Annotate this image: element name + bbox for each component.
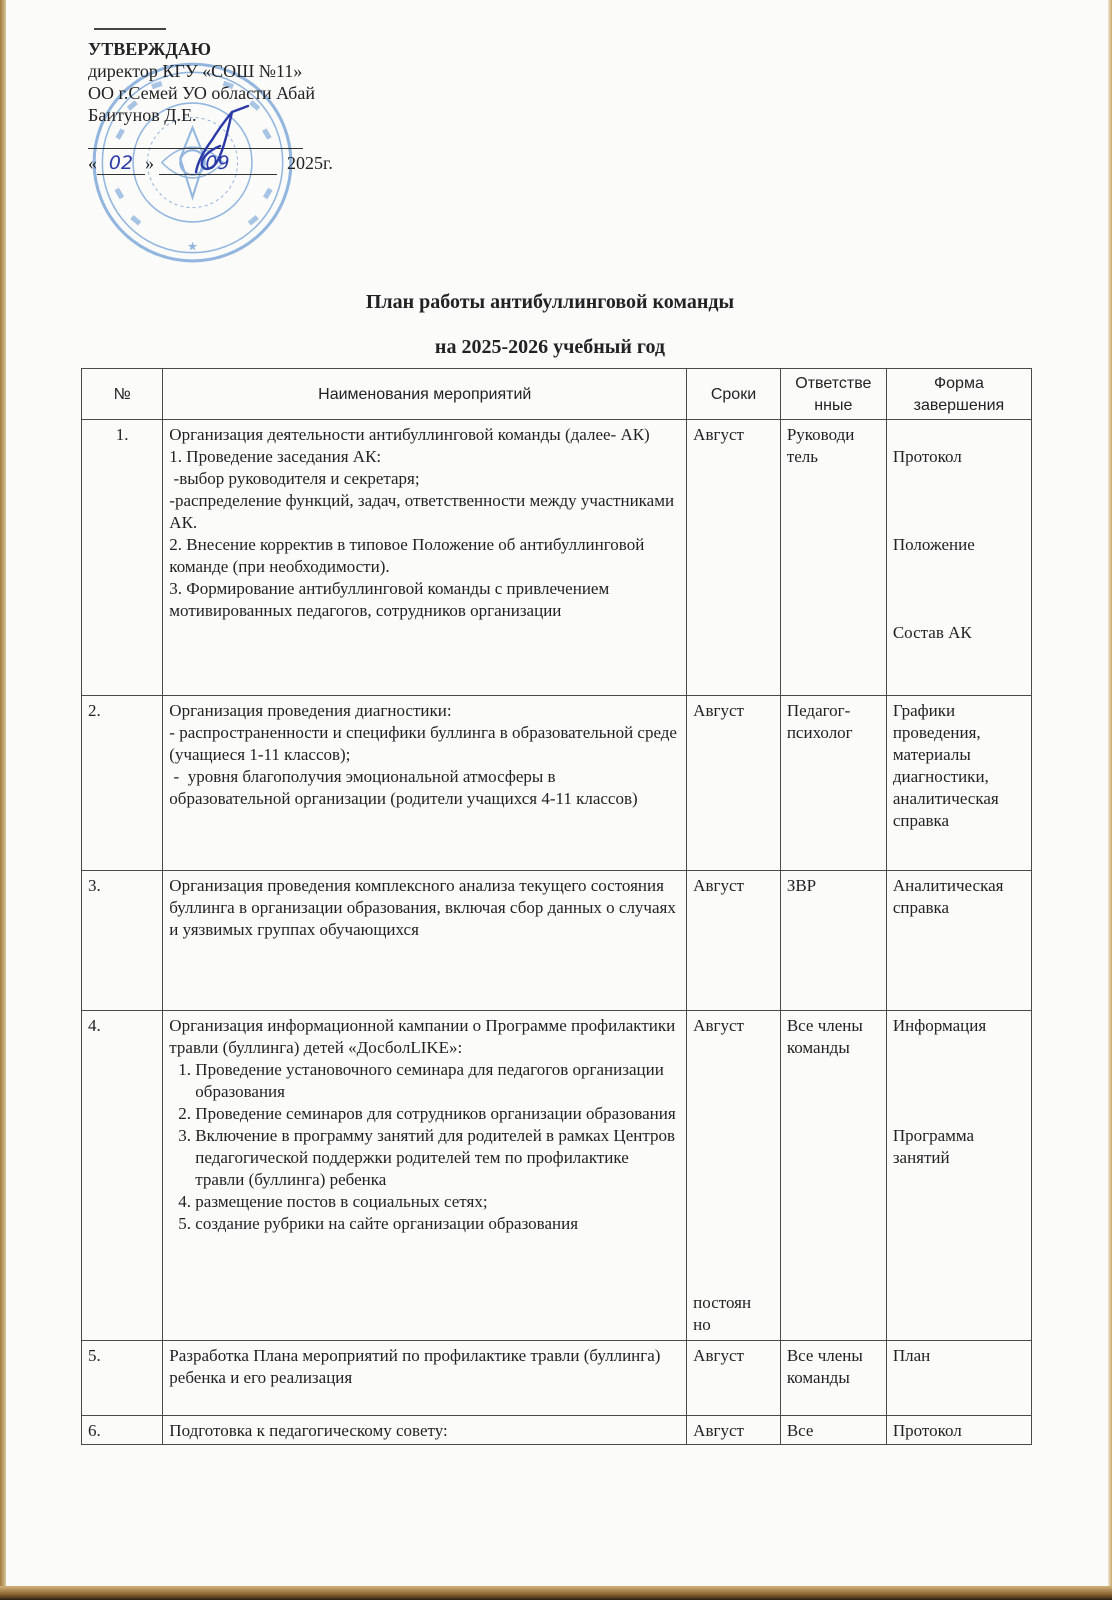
header-activity-name: Наименования мероприятий: [163, 369, 687, 420]
table-row: [82, 1341, 1032, 1416]
row-number: 1.: [82, 420, 163, 696]
header-term: Сроки: [687, 369, 781, 420]
photo-frame-right-edge: [1108, 0, 1112, 1600]
row-completion-form: План: [886, 1341, 1031, 1416]
row-number: 4.: [82, 1011, 163, 1341]
activity-line: Организация информационной кампании о Программе профилактики травли (буллинга) детей «ДосболLIKE»:: [169, 1016, 676, 1057]
row-activity: Подготовка к педагогическому совету:: [163, 1416, 687, 1445]
activity-line: Организация проведения диагностики:: [169, 701, 452, 720]
list-item: 4. размещение постов в социальных сетях;: [195, 1191, 680, 1213]
row-term: Август: [687, 1416, 781, 1445]
table-row: [82, 1011, 1032, 1341]
form-item: Положение: [892, 535, 975, 554]
approval-organization: ОО г.Семей УО области Абай: [88, 83, 315, 103]
row-activity: [163, 1011, 687, 1341]
row-term: Август: [687, 1341, 781, 1416]
activity-list: [169, 1059, 680, 1235]
document-subtitle: на 2025-2026 учебный год: [434, 336, 666, 358]
list-item: 2. Проведение семинаров для сотрудников организации образования: [195, 1103, 680, 1125]
activity-line: 1. Проведение заседания АК:: [169, 447, 382, 466]
table-row: [82, 696, 1032, 871]
form-item: Информация: [892, 1016, 987, 1035]
row-activity: Организация проведения комплексного анализа текущего состояния буллинга в организации образования, включая сбор данных о случаях и уязвимых группах обучающихся: [163, 871, 687, 1011]
header-responsible: Ответстве нные: [780, 369, 886, 420]
row-completion-form: [886, 420, 1031, 696]
activity-line: - распространенности и специфики буллинга в образовательной среде (учащиеся 1-11 классов);: [169, 723, 677, 764]
row-number: 3.: [82, 871, 163, 1011]
row-term: [687, 1011, 781, 1341]
header-number: №: [82, 369, 163, 420]
date-close-quote: »: [145, 153, 154, 173]
activity-line: - уровня благополучия эмоциональной атмосферы в образовательной организации (родители учащихся 4-11 классов): [169, 767, 638, 808]
list-item: 3. Включение в программу занятий для родителей в рамках Центров педагогической поддержки родителей тем по профилактике травли (буллинга) ребенка: [195, 1125, 680, 1191]
row-number: 5.: [82, 1341, 163, 1416]
row-completion-form: Протокол: [886, 1416, 1031, 1445]
header-completion-form: Форма завершения: [886, 369, 1031, 420]
row-responsible: Все члены команды: [780, 1011, 886, 1341]
approval-position: директор КГУ «СОШ №11»: [88, 61, 303, 81]
row-activity: [163, 696, 687, 871]
svg-text:★: ★: [186, 239, 199, 254]
row-number: 6.: [82, 1416, 163, 1445]
form-item: Протокол: [892, 447, 962, 466]
date-open-quote: «: [88, 153, 97, 173]
term-value: Август: [693, 1016, 744, 1035]
term-value-ongoing: постоян но: [693, 1293, 752, 1334]
plan-table: [81, 368, 1032, 1445]
row-responsible: Руководи тель: [780, 420, 886, 696]
row-completion-form: Графики проведения, материалы диагностики, аналитическая справка: [886, 696, 1031, 871]
approval-date-month: 09: [159, 152, 277, 175]
row-term: Август: [687, 420, 781, 696]
activity-line: 2. Внесение корректив в типовое Положение об антибуллинговой команде (при необходимости).: [169, 535, 645, 576]
row-term: Август: [687, 871, 781, 1011]
row-responsible: Все: [780, 1416, 886, 1445]
row-activity: [163, 420, 687, 696]
approval-heading: УТВЕРЖДАЮ: [88, 39, 212, 59]
table-row: [82, 420, 1032, 696]
list-item: 5. создание рубрики на сайте организации образования: [195, 1213, 680, 1235]
approval-top-rule: [94, 28, 166, 30]
row-completion-form: [886, 1011, 1031, 1341]
approval-date-year: 2025г.: [287, 153, 333, 173]
row-responsible: ЗВР: [780, 871, 886, 1011]
activity-line: -распределение функций, задач, ответственности между участниками АК.: [169, 491, 675, 532]
table-row: [82, 871, 1032, 1011]
activity-line: Организация деятельности антибуллинговой команды (далее- АК): [169, 425, 650, 444]
row-term: Август: [687, 696, 781, 871]
activity-line: -выбор руководителя и секретаря;: [169, 469, 420, 488]
director-signature-icon: [188, 100, 258, 180]
row-activity: Разработка Плана мероприятий по профилактике травли (буллинга) ребенка и его реализация: [163, 1341, 687, 1416]
form-item: Программа занятий: [892, 1126, 975, 1167]
activity-line: 3. Формирование антибуллинговой команды с привлечением мотивированных педагогов, сотрудников организации: [169, 579, 610, 620]
table-header-row: [82, 369, 1032, 420]
table-row: [82, 1416, 1032, 1445]
document-title: План работы антибуллинговой команды: [365, 291, 735, 313]
list-item: 1. Проведение установочного семинара для педагогов организации образования: [195, 1059, 680, 1103]
form-item: Состав АК: [892, 623, 972, 642]
row-completion-form: Аналитическая справка: [886, 871, 1031, 1011]
approval-date-day: 02: [97, 152, 145, 175]
photo-frame-bottom-edge: [0, 1586, 1112, 1600]
row-responsible: Все члены команды: [780, 1341, 886, 1416]
approval-signatory: Баитунов Д.Е.: [88, 105, 197, 125]
row-responsible: Педагог-психолог: [780, 696, 886, 871]
photo-frame-left-edge: [0, 0, 6, 1600]
row-number: 2.: [82, 696, 163, 871]
